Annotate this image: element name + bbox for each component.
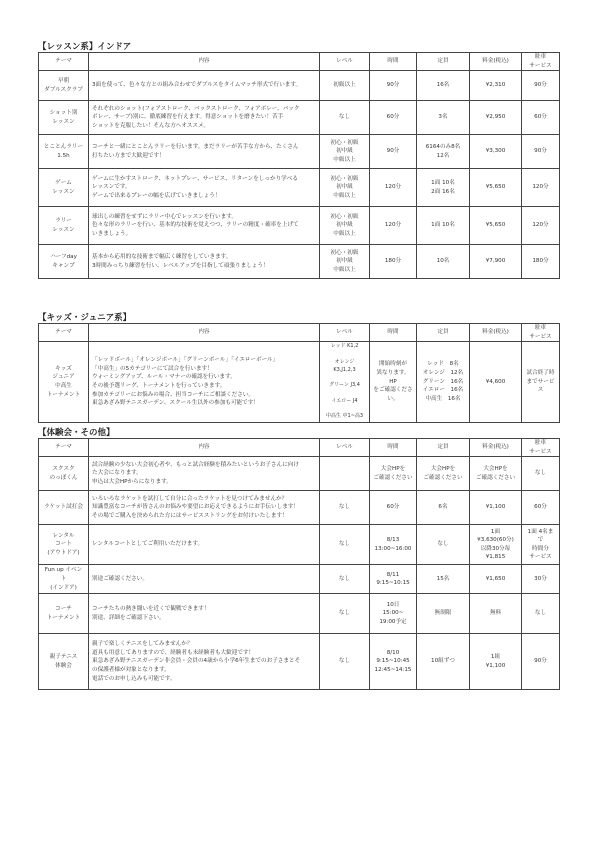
fee-cell: ¥5,650 xyxy=(470,207,522,245)
level-cell: レッド K1,2 オレンジ K3,J1,2,3 グリーン J3,4 イエロー J4 中高生 中1~高3 xyxy=(320,342,370,423)
level-cell: なし xyxy=(320,634,370,690)
content-cell: ゲームに生かすストローク、ネットプレー、サービス、リターンをしっかり学べる レッスンです。 ゲームで出来るプレーの幅を広げていきましょう！ xyxy=(89,169,320,207)
time-cell: 開始時刻が 異なります。HP をご確認くださ い。 xyxy=(370,342,417,423)
parking-cell: 60分 xyxy=(522,101,560,135)
capacity-cell: 1面 10名 2面 16名 xyxy=(417,169,470,207)
fee-cell: ¥2,310 xyxy=(470,71,522,101)
column-header-time: 時間 xyxy=(370,324,417,342)
content-cell: 3面を使って、色々な方との組み合わせでダブルスをタイムマッチ形式で行います。 xyxy=(89,71,320,101)
column-header-theme: テーマ xyxy=(39,324,89,342)
parking-cell: なし xyxy=(522,594,560,634)
time-cell: 120分 xyxy=(370,169,417,207)
column-header-theme: テーマ xyxy=(39,439,89,457)
theme-cell: 早朝 ダブルスクラブ xyxy=(39,71,89,101)
time-cell: 8/10 9:15~10:45 12:45~14:15 xyxy=(370,634,417,690)
theme-cell: キッズ ジュニア 中高生 トーナメント xyxy=(39,342,89,423)
capacity-cell: 6164のみ8名 12名 xyxy=(417,135,470,169)
level-cell xyxy=(320,457,370,491)
theme-cell: ゲーム レッスン xyxy=(39,169,89,207)
fee-cell: ¥5,650 xyxy=(470,169,522,207)
theme-cell: ハーフday キャンプ xyxy=(39,245,89,279)
capacity-cell: 大会HPを ご確認ください xyxy=(417,457,470,491)
parking-cell: 120分 xyxy=(522,169,560,207)
table-row xyxy=(39,169,560,207)
content-cell: 基本から応用的な技術まで幅広く練習をしていきます。 3時間みっちり練習を行い、レベルアップを目指して頑張りましょう！ xyxy=(89,245,320,279)
content-cell: 親子で楽しくテニスをしてみませんか？ 道具も用意してありますので、経験者も未経験者も大歓迎です！ 東急あざみ野テニスガーデン非会員・会員の4歳から小学6年生までのお子さまとそ の保護者様が対象となります。 電話でのお申し込みも可能です。 xyxy=(89,634,320,690)
theme-cell: ラケット試打会 xyxy=(39,491,89,525)
time-cell: 10日 15:00~ 19:00予定 xyxy=(370,594,417,634)
column-header-fee: 料金(税込) xyxy=(470,439,522,457)
theme-cell: スクスク のっぽくん xyxy=(39,457,89,491)
column-header-theme: テーマ xyxy=(39,53,89,71)
content-cell: レンタルコートとしてご利用いただけます。 xyxy=(89,525,320,565)
time-cell: 120分 xyxy=(370,207,417,245)
level-cell: 初心・初級 初中級 中級以上 xyxy=(320,207,370,245)
table-row xyxy=(39,565,560,594)
parking-cell: 30分 xyxy=(522,565,560,594)
time-cell: 180分 xyxy=(370,245,417,279)
level-cell: なし xyxy=(320,594,370,634)
theme-cell: ショット別 レッスン xyxy=(39,101,89,135)
capacity-cell: 10組ずつ xyxy=(417,634,470,690)
capacity-cell: 6名 xyxy=(417,491,470,525)
level-cell: 初心・初級 初中級 中級以上 xyxy=(320,169,370,207)
theme-cell: 親子テニス 体験会 xyxy=(39,634,89,690)
theme-cell: Fun up イベント (インドア) xyxy=(39,565,89,594)
fee-cell: 無料 xyxy=(470,594,522,634)
level-cell: なし xyxy=(320,491,370,525)
parking-cell: 120分 xyxy=(522,207,560,245)
content-cell: 「レッドボール」「オレンジボール」「グリーンボール」「イエローボール」 「中高生」の5カテゴリーにて試合を行います！ ウォーミングアップ、ルール・マナーの確認を行います。 その後予選リーグ、トーナメントを行っていきます。 参加カテゴリーにお悩みの場合、担当コーチにご相談ください。 東急あざみ野テニスガーデン、スクール生以外の参加も可能です！ xyxy=(89,342,320,423)
fee-cell: 大会HPを ご確認ください xyxy=(470,457,522,491)
theme-cell: ラリー レッスン xyxy=(39,207,89,245)
table-header-row xyxy=(39,53,560,71)
fee-cell: 1組 ¥1,100 xyxy=(470,634,522,690)
section-title-kids: 【キッズ・ジュニア系】 xyxy=(38,313,132,323)
capacity-cell: 10名 xyxy=(417,245,470,279)
table-row xyxy=(39,491,560,525)
fee-cell: 1面 ¥3,630(60分) 以降30分毎 ¥1,815 xyxy=(470,525,522,565)
level-cell: 初心・初級 初中級 中級以上 xyxy=(320,245,370,279)
parking-cell: 試合終了時 までサービス xyxy=(522,342,560,423)
column-header-time: 時間 xyxy=(370,439,417,457)
theme-cell: とことんラリー 1.5h xyxy=(39,135,89,169)
theme-cell: レンタル コート (アウトドア) xyxy=(39,525,89,565)
table-row xyxy=(39,101,560,135)
column-header-parking: 駐車 サービス xyxy=(522,53,560,71)
column-header-capacity: 定員 xyxy=(417,439,470,457)
fee-cell: ¥4,600 xyxy=(470,342,522,423)
fee-cell: ¥3,300 xyxy=(470,135,522,169)
table-row xyxy=(39,457,560,491)
parking-cell: 1面 4名まで 時間分 サービス xyxy=(522,525,560,565)
column-header-level: レベル xyxy=(320,53,370,71)
column-header-time: 時間 xyxy=(370,53,417,71)
column-header-content: 内容 xyxy=(89,53,320,71)
level-cell: なし xyxy=(320,101,370,135)
section-title-lesson: 【レッスン系】インドア xyxy=(38,42,132,52)
fee-cell: ¥7,900 xyxy=(470,245,522,279)
table-row xyxy=(39,594,560,634)
table-row xyxy=(39,634,560,690)
parking-cell: 60分 xyxy=(522,491,560,525)
parking-cell: 90分 xyxy=(522,135,560,169)
level-cell: 初級以上 xyxy=(320,71,370,101)
content-cell: コーチたちの熱き闘いを近くで観戦できます！ 別途、詳細をご確認下さい。 xyxy=(89,594,320,634)
theme-cell: コーチ トーナメント xyxy=(39,594,89,634)
capacity-cell: レッド 8名 オレンジ 12名 グリーン 16名 イエロー 16名 中高生 16名 xyxy=(417,342,470,423)
events-table xyxy=(38,438,560,690)
time-cell: 大会HPを ご確認ください xyxy=(370,457,417,491)
time-cell: 90分 xyxy=(370,135,417,169)
column-header-capacity: 定員 xyxy=(417,324,470,342)
capacity-cell: 15名 xyxy=(417,565,470,594)
column-header-parking: 駐車 サービス xyxy=(522,439,560,457)
column-header-fee: 料金(税込) xyxy=(470,53,522,71)
time-cell: 60分 xyxy=(370,101,417,135)
content-cell: コーチと一緒にとことんラリーを行います。まだラリーが苦手な方から、たくさん 打ちたい方まで大歓迎です！ xyxy=(89,135,320,169)
fee-cell: ¥1,100 xyxy=(470,491,522,525)
column-header-content: 内容 xyxy=(89,439,320,457)
content-cell: それぞれのショット(フォアストローク、バックストローク、フォアボレー、バック ボレー、サーブ)別に、徹底練習を行えます。得意ショットを磨きたい！苦手 ショットを克服したい！そんな方へオススメ。 xyxy=(89,101,320,135)
table-row xyxy=(39,135,560,169)
level-cell: 初心・初級 初中級 中級以上 xyxy=(320,135,370,169)
column-header-fee: 料金(税込) xyxy=(470,324,522,342)
time-cell: 60分 xyxy=(370,491,417,525)
lesson-table xyxy=(38,52,560,279)
time-cell: 90分 xyxy=(370,71,417,101)
kids-table xyxy=(38,323,560,423)
capacity-cell: 1面 10名 xyxy=(417,207,470,245)
parking-cell: なし xyxy=(522,457,560,491)
table-header-row xyxy=(39,324,560,342)
table-row xyxy=(39,245,560,279)
capacity-cell: 16名 xyxy=(417,71,470,101)
content-cell: 試合経験の少ない大会初心者や、もっと試合経験を積みたいというお子さんに向け た大会になります。 申込は大会HPからになります。 xyxy=(89,457,320,491)
level-cell: なし xyxy=(320,565,370,594)
capacity-cell: 3名 xyxy=(417,101,470,135)
column-header-parking: 駐車 サービス xyxy=(522,324,560,342)
fee-cell: ¥2,950 xyxy=(470,101,522,135)
capacity-cell: 無制限 xyxy=(417,594,470,634)
table-row xyxy=(39,71,560,101)
table-row xyxy=(39,525,560,565)
parking-cell: 90分 xyxy=(522,634,560,690)
column-header-capacity: 定員 xyxy=(417,53,470,71)
parking-cell: 180分 xyxy=(522,245,560,279)
column-header-level: レベル xyxy=(320,439,370,457)
section-title-events: 【体験会・その他】 xyxy=(38,428,115,438)
content-cell: 球出しの練習をせずにラリー中心でレッスンを行います。 色々な形のラリーを行い、基本的な技術を覚えつつ、ラリーの精度・確率を上げて いきましょう。 xyxy=(89,207,320,245)
content-cell: 別途ご確認ください。 xyxy=(89,565,320,594)
table-header-row xyxy=(39,439,560,457)
content-cell: いろいろなラケットを試打して自分に合ったラケットを見つけてみませんか？ 知識豊富なコーチが皆さんのお悩みや要望にお応えできるようにお手伝いします！ その場でご購入を決められた方にはサービスストリングをお付けいたします！ xyxy=(89,491,320,525)
time-cell: 8/11 9:15~10:15 xyxy=(370,565,417,594)
column-header-content: 内容 xyxy=(89,324,320,342)
time-cell: 8/13 13:00~16:00 xyxy=(370,525,417,565)
table-row xyxy=(39,342,560,423)
table-row xyxy=(39,207,560,245)
capacity-cell: なし xyxy=(417,525,470,565)
column-header-level: レベル xyxy=(320,324,370,342)
parking-cell: 90分 xyxy=(522,71,560,101)
fee-cell: ¥1,650 xyxy=(470,565,522,594)
level-cell: なし xyxy=(320,525,370,565)
